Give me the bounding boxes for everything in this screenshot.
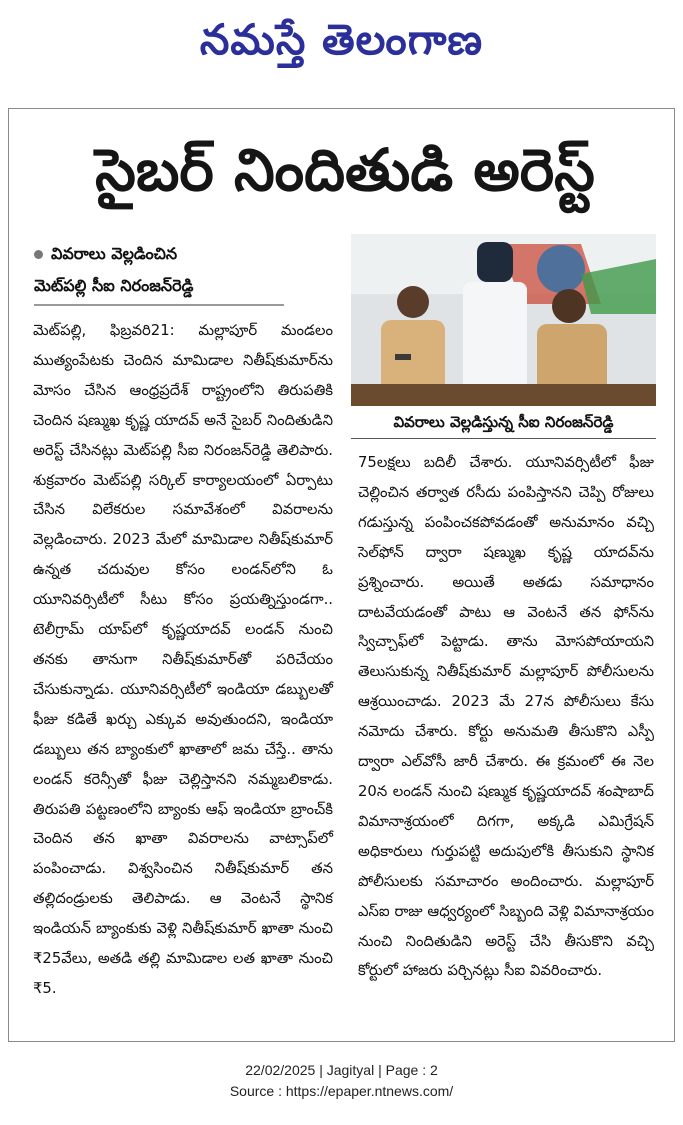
article-highlights [34,238,334,306]
highlight-line-2 [34,270,334,302]
article-paragraph-right: 75లక్షలు బదిలీ చేశారు. యూనివర్సిటీలో ఫీజు చెల్లించిన తర్వాత రసీదు పంపిస్తానని చెప్పి రోజులు గడుస్తున్న పంపించకపోవడంతో అనుమానం వచ్చి సెల్‌ఫోన్ ద్వారా షణ్ముఖ కృష్ణ యాదవ్‌ను ప్రశ్నించారు. అయితే అతడు సమాధానం దాటవేయడంతో పాటు ఆ వెంటనే తన ఫోన్‌ను స్విచ్చాఫ్‌లో పెట్టాడు. తాను మోసపోయాయని తెలుసుకున్న నితీష్‌కుమార్ మల్లాపూర్ పోలీసులను ఆశ్రయించాడు. 2023 మే 27న పోలీసులు కేసు నమోదు చేశారు. కోర్టు అనుమతి తీసుకొని ఎస్పీ ద్వారా ఎల్‌వోసీ జారీ చేశారు. ఈ క్రమంలో ఈ నెల 20న లండన్ నుంచి షణ్ముక కృష్ణయాదవ్ శంషాబాద్ విమానాశ్రయంలో దిగగా, అక్కడి ఎమిగ్రేషన్ అధికారులు గుర్తుపట్టి అదుపులోకి తీసుకుని స్థానిక పోలీసులకు సమాచారం అందించారు. మల్లాపూర్ ఎస్ఐ రాజు ఆధ్వర్యంలో సిబ్బంది వెళ్లి విమానాశ్రయం నుంచి నిందితుడిని అరెస్ట్ చేసి తీసుకొని వచ్చి కోర్టులో హాజరు పర్చినట్లు సీఐ వివరించారు. [358,454,654,980]
article-headline: సైబర్ నిందితుడి అరెస్ట్ [95,136,595,204]
article-body-column-left [33,316,333,1031]
article-paragraph-left: మెట్‌పల్లి, ఫిబ్రవరి21: మల్లాపూర్ మండలం ముత్యంపేటకు చెందిన మామిడాల నితీష్‌కుమార్‌ను మోసం చేసిన ఆంధ్రప్రదేశ్ రాష్ట్రంలోని తిరుపతికి చెందిన షణ్ముఖ కృష్ణ యాదవ్ అనే సైబర్ నిందితుడిని అరెస్ట్ చేసినట్లు మెట్‌పల్లి సీఐ నిరంజన్‌రెడ్డి తెలిపారు. శుక్రవారం మెట్‌పల్లి సర్కిల్ కార్యాలయంలో ఏర్పాటు చేసిన విలేకరుల సమావేశంలో వివరాలను వెల్లడించారు. 2023 మేలో మామిడాల నితీష్‌కుమార్ ఉన్నత చదువుల కోసం లండన్‌లోని ఓ యూనివర్సిటీలో సీటు కోసం ప్రయత్నిస్తుండగా.. టెలీగ్రామ్ యాప్‌లో కృష్ణయాదవ్ లండన్ నుంచి తనకు తానుగా నితీష్‌కుమార్‌తో పరిచేయం చేసుకున్నాడు. యూనివర్సిటీలో ఇండియా డబ్బులతో ఫీజు కడితే ఖర్చు ఎక్కువ అవుతుందని, ఇండియా డబ్బులు తన బ్యాంకులో ఖాతాలో జమ చేస్తే.. తాను లండన్ కరెన్సీతో ఫీజు చెల్లిస్తానని నమ్మబలికాడు. తిరుపతి పట్టణంలోని బ్యాంకు ఆఫ్ ఇండియా బ్రాంచ్‌కి చెందిన తన ఖాతా వివరాలను వాట్సాప్‌లో పంపించాడు. విశ్వసించిన నితీష్‌కుమార్ తన తల్లిదండ్రులకు తెలిపాడు. ఆ వెంటనే స్థానిక ఇండియన్ బ్యాంకుకు వెళ్లి నితీష్‌కుమార్ ఖాతా నుంచి ₹25వేలు, అతడి తల్లి మామిడాల లత ఖాతా నుంచి ₹5. [33,322,333,997]
edition-info: 22/02/2025 | Jagityal | Page : 2 [245,1062,438,1078]
article-photo [351,234,656,406]
highlight-text-2: మెట్‌పల్లి సీఐ నిరంజన్‌రెడ్డి [34,276,194,295]
newspaper-masthead: నమస్తే తెలంగాణ [199,15,484,64]
photo-caption: వివరాలు వెల్లడిస్తున్న సీఐ నిరంజన్‌రెడ్డి [351,406,656,439]
highlight-line-1 [34,238,334,270]
source-link[interactable]: Source : https://epaper.ntnews.com/ [229,1083,454,1099]
highlight-divider [34,304,284,306]
article-body-column-right [358,448,654,1033]
photo-illustration [351,234,656,406]
page-footer [0,1060,683,1102]
bullet-icon [34,250,43,259]
highlight-text-1: వివరాలు వెల్లడించిన [51,244,178,263]
